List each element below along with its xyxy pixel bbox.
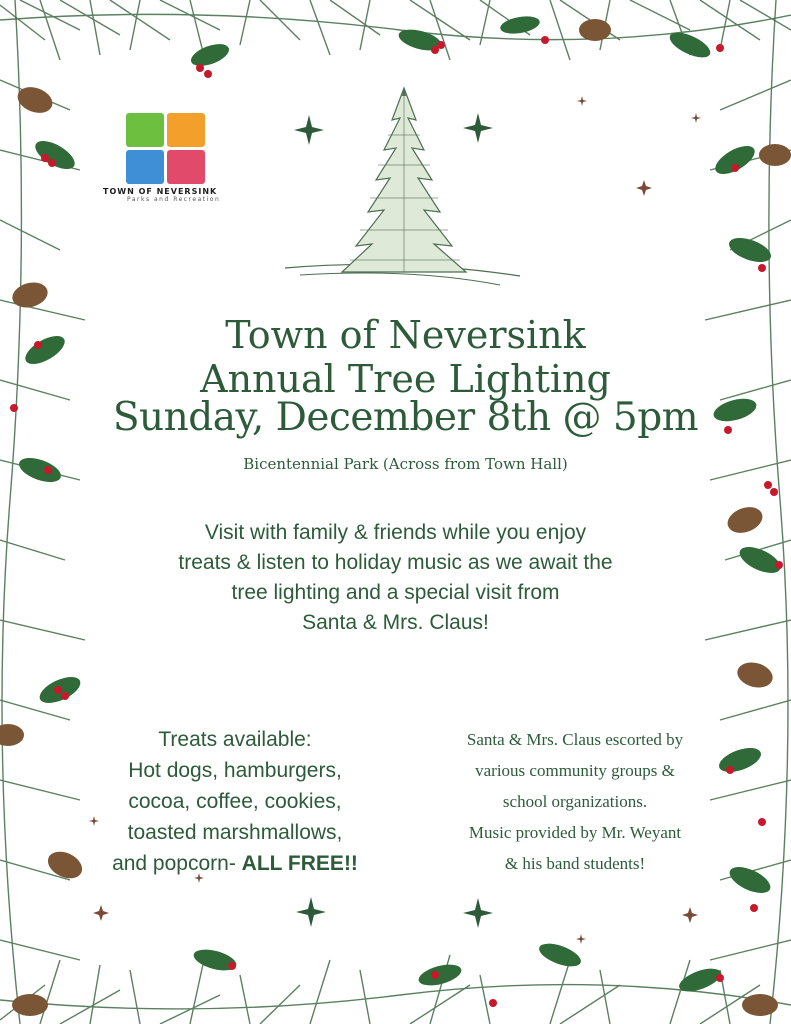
santa-line: various community groups &: [475, 761, 675, 780]
logo-tile-tree: [126, 113, 164, 147]
title-line-1: Town of Neversink: [225, 313, 586, 357]
intro-line: Santa & Mrs. Claus!: [302, 611, 489, 634]
logo-tile-hiker: [167, 113, 205, 147]
treats-line: toasted marshmallows,: [127, 821, 343, 844]
treats-line-prefix: and popcorn-: [112, 852, 242, 875]
santa-line: Santa & Mrs. Claus escorted by: [466, 730, 684, 749]
treats-line: Treats available:: [158, 728, 312, 751]
intro-paragraph: [100, 518, 691, 638]
logo-tiles: [126, 113, 229, 184]
treats-line: Hot dogs, hamburgers,: [128, 759, 342, 782]
title-line-2: Annual Tree Lighting: [200, 357, 611, 401]
santa-block: [420, 724, 730, 879]
treats-block: [80, 724, 390, 879]
pine-branch-icon: [0, 0, 791, 60]
christmas-tree-icon: [285, 88, 520, 285]
logo-org-name: TOWN OF NEVERSINK: [103, 187, 218, 196]
intro-line: Visit with family & friends while you enjoy: [204, 521, 587, 544]
treats-line: cocoa, coffee, cookies,: [128, 790, 342, 813]
logo-tile-swings: [167, 150, 205, 184]
santa-line: & his band students!: [504, 854, 646, 873]
logo-sub-name: Parks and Recreation: [127, 196, 221, 203]
santa-line: Music provided by Mr. Weyant: [468, 823, 682, 842]
treats-line: [80, 848, 390, 879]
title-line-3: Sunday, December 8th @ 5pm: [112, 395, 699, 440]
intro-line: tree lighting and a special visit from: [231, 581, 560, 604]
all-free-emphasis: ALL FREE!!: [241, 852, 358, 875]
logo-tile-picnic: [126, 150, 164, 184]
venue: Bicentennial Park (Across from Town Hall): [243, 455, 568, 473]
intro-line: treats & listen to holiday music as we await the: [178, 551, 613, 574]
town-logo: [103, 113, 229, 203]
santa-line: school organizations.: [502, 792, 648, 811]
pine-branch-icon: [0, 955, 791, 1024]
